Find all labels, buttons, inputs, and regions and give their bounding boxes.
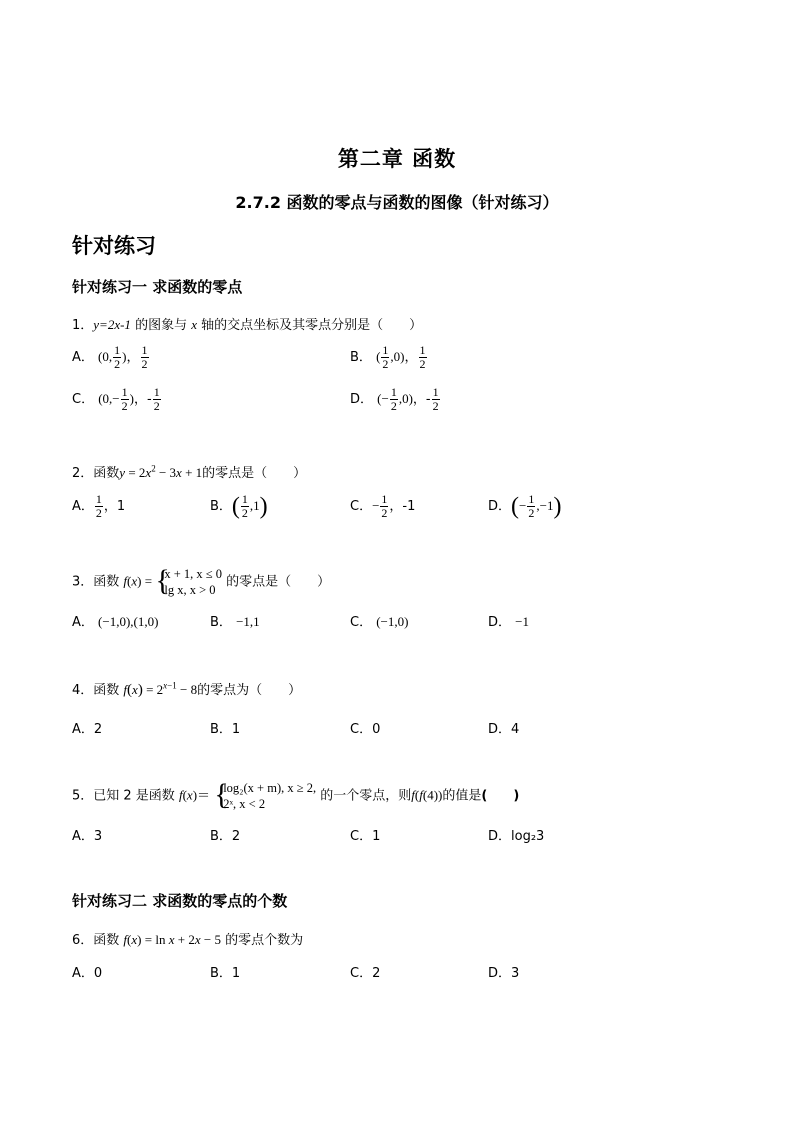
q4-option-c[interactable]: C．0	[350, 722, 381, 737]
q1-option-d[interactable]: D． (− $\frac{1}{2}$ ,0)，- $\frac{1}{2}$	[350, 385, 439, 413]
q5-option-a[interactable]: A．3	[72, 829, 103, 844]
q5-option-c[interactable]: C．1	[350, 829, 381, 844]
q4-option-d[interactable]: D．4	[488, 722, 520, 737]
q5-option-d[interactable]: D．log₂3	[488, 829, 545, 844]
q2-option-d[interactable]: D．(− $\frac{1}{2}$ ,−1)	[488, 492, 562, 520]
section-title: 针对练习	[72, 234, 156, 258]
q2-option-c[interactable]: C．− $\frac{1}{2}$ ，-1	[350, 492, 416, 520]
q1-option-c[interactable]: C． (0,− $\frac{1}{2}$ )，- $\frac{1}{2}$	[72, 385, 160, 413]
q5-piecewise: { log₂(x + m), x ≥ 2, 2ˣ, x < 2	[214, 778, 317, 811]
q1-expression: y=2x-1	[93, 317, 131, 332]
q5-option-b[interactable]: B．2	[210, 829, 241, 844]
q3-piecewise: { x + 1, x ≤ 0 lg x, x > 0	[155, 564, 223, 597]
q3-option-c[interactable]: C． (−1,0)	[350, 614, 409, 630]
q3-option-a[interactable]: A． (−1,0),(1,0)	[72, 614, 159, 630]
q6-option-c[interactable]: C．2	[350, 966, 381, 981]
q4-option-a[interactable]: A．2	[72, 722, 103, 737]
question-5: 5．已知 2 是函数 f(x)＝ { log₂(x + m), x ≥ 2, 2ˣ, x < 2 的一个零点，则f(f(4))的值是( )	[72, 778, 520, 811]
question-3: 3．函数 f(x) = { x + 1, x ≤ 0 lg x, x > 0 的零点是（ ）	[72, 564, 331, 597]
q2-expression: y	[119, 465, 126, 480]
subsection-title-1: 针对练习一 求函数的零点	[72, 278, 243, 296]
question-6: 6．函数 f(x) = ln x + 2x − 5 的零点个数为	[72, 932, 304, 948]
question-4: 4．函数 $f(x) = 2^{x-1} - 8$的零点为（ ）	[72, 680, 302, 698]
q4-option-b[interactable]: B．1	[210, 722, 241, 737]
chapter-title: 第二章 函数	[337, 147, 457, 171]
q6-option-b[interactable]: B．1	[210, 966, 241, 981]
q6-option-d[interactable]: D．3	[488, 966, 520, 981]
q2-option-a[interactable]: A． $\frac{1}{2}$ ，1	[72, 492, 126, 520]
q2-option-b[interactable]: B．( $\frac{1}{2}$ ,1)	[210, 492, 268, 520]
question-1: 1．y=2x-1 的图象与 x 轴的交点坐标及其零点分别是（ ）	[72, 317, 423, 333]
q6-option-a[interactable]: A．0	[72, 966, 103, 981]
q3-option-d[interactable]: D． −1	[488, 614, 529, 630]
q1-option-b[interactable]: B． ( $\frac{1}{2}$ ,0)， $\frac{1}{2}$	[350, 343, 426, 371]
lesson-subtitle: 2.7.2 函数的零点与函数的图像（针对练习）	[235, 193, 559, 212]
question-2: 2．函数$y = 2x^2 - 3x + 1$的零点是（ ）	[72, 463, 307, 481]
q1-option-a[interactable]: A． (0, $\frac{1}{2}$ )， $\frac{1}{2}$	[72, 343, 148, 371]
subsection-title-2: 针对练习二 求函数的零点的个数	[72, 892, 288, 910]
q3-option-b[interactable]: B． −1,1	[210, 614, 260, 630]
